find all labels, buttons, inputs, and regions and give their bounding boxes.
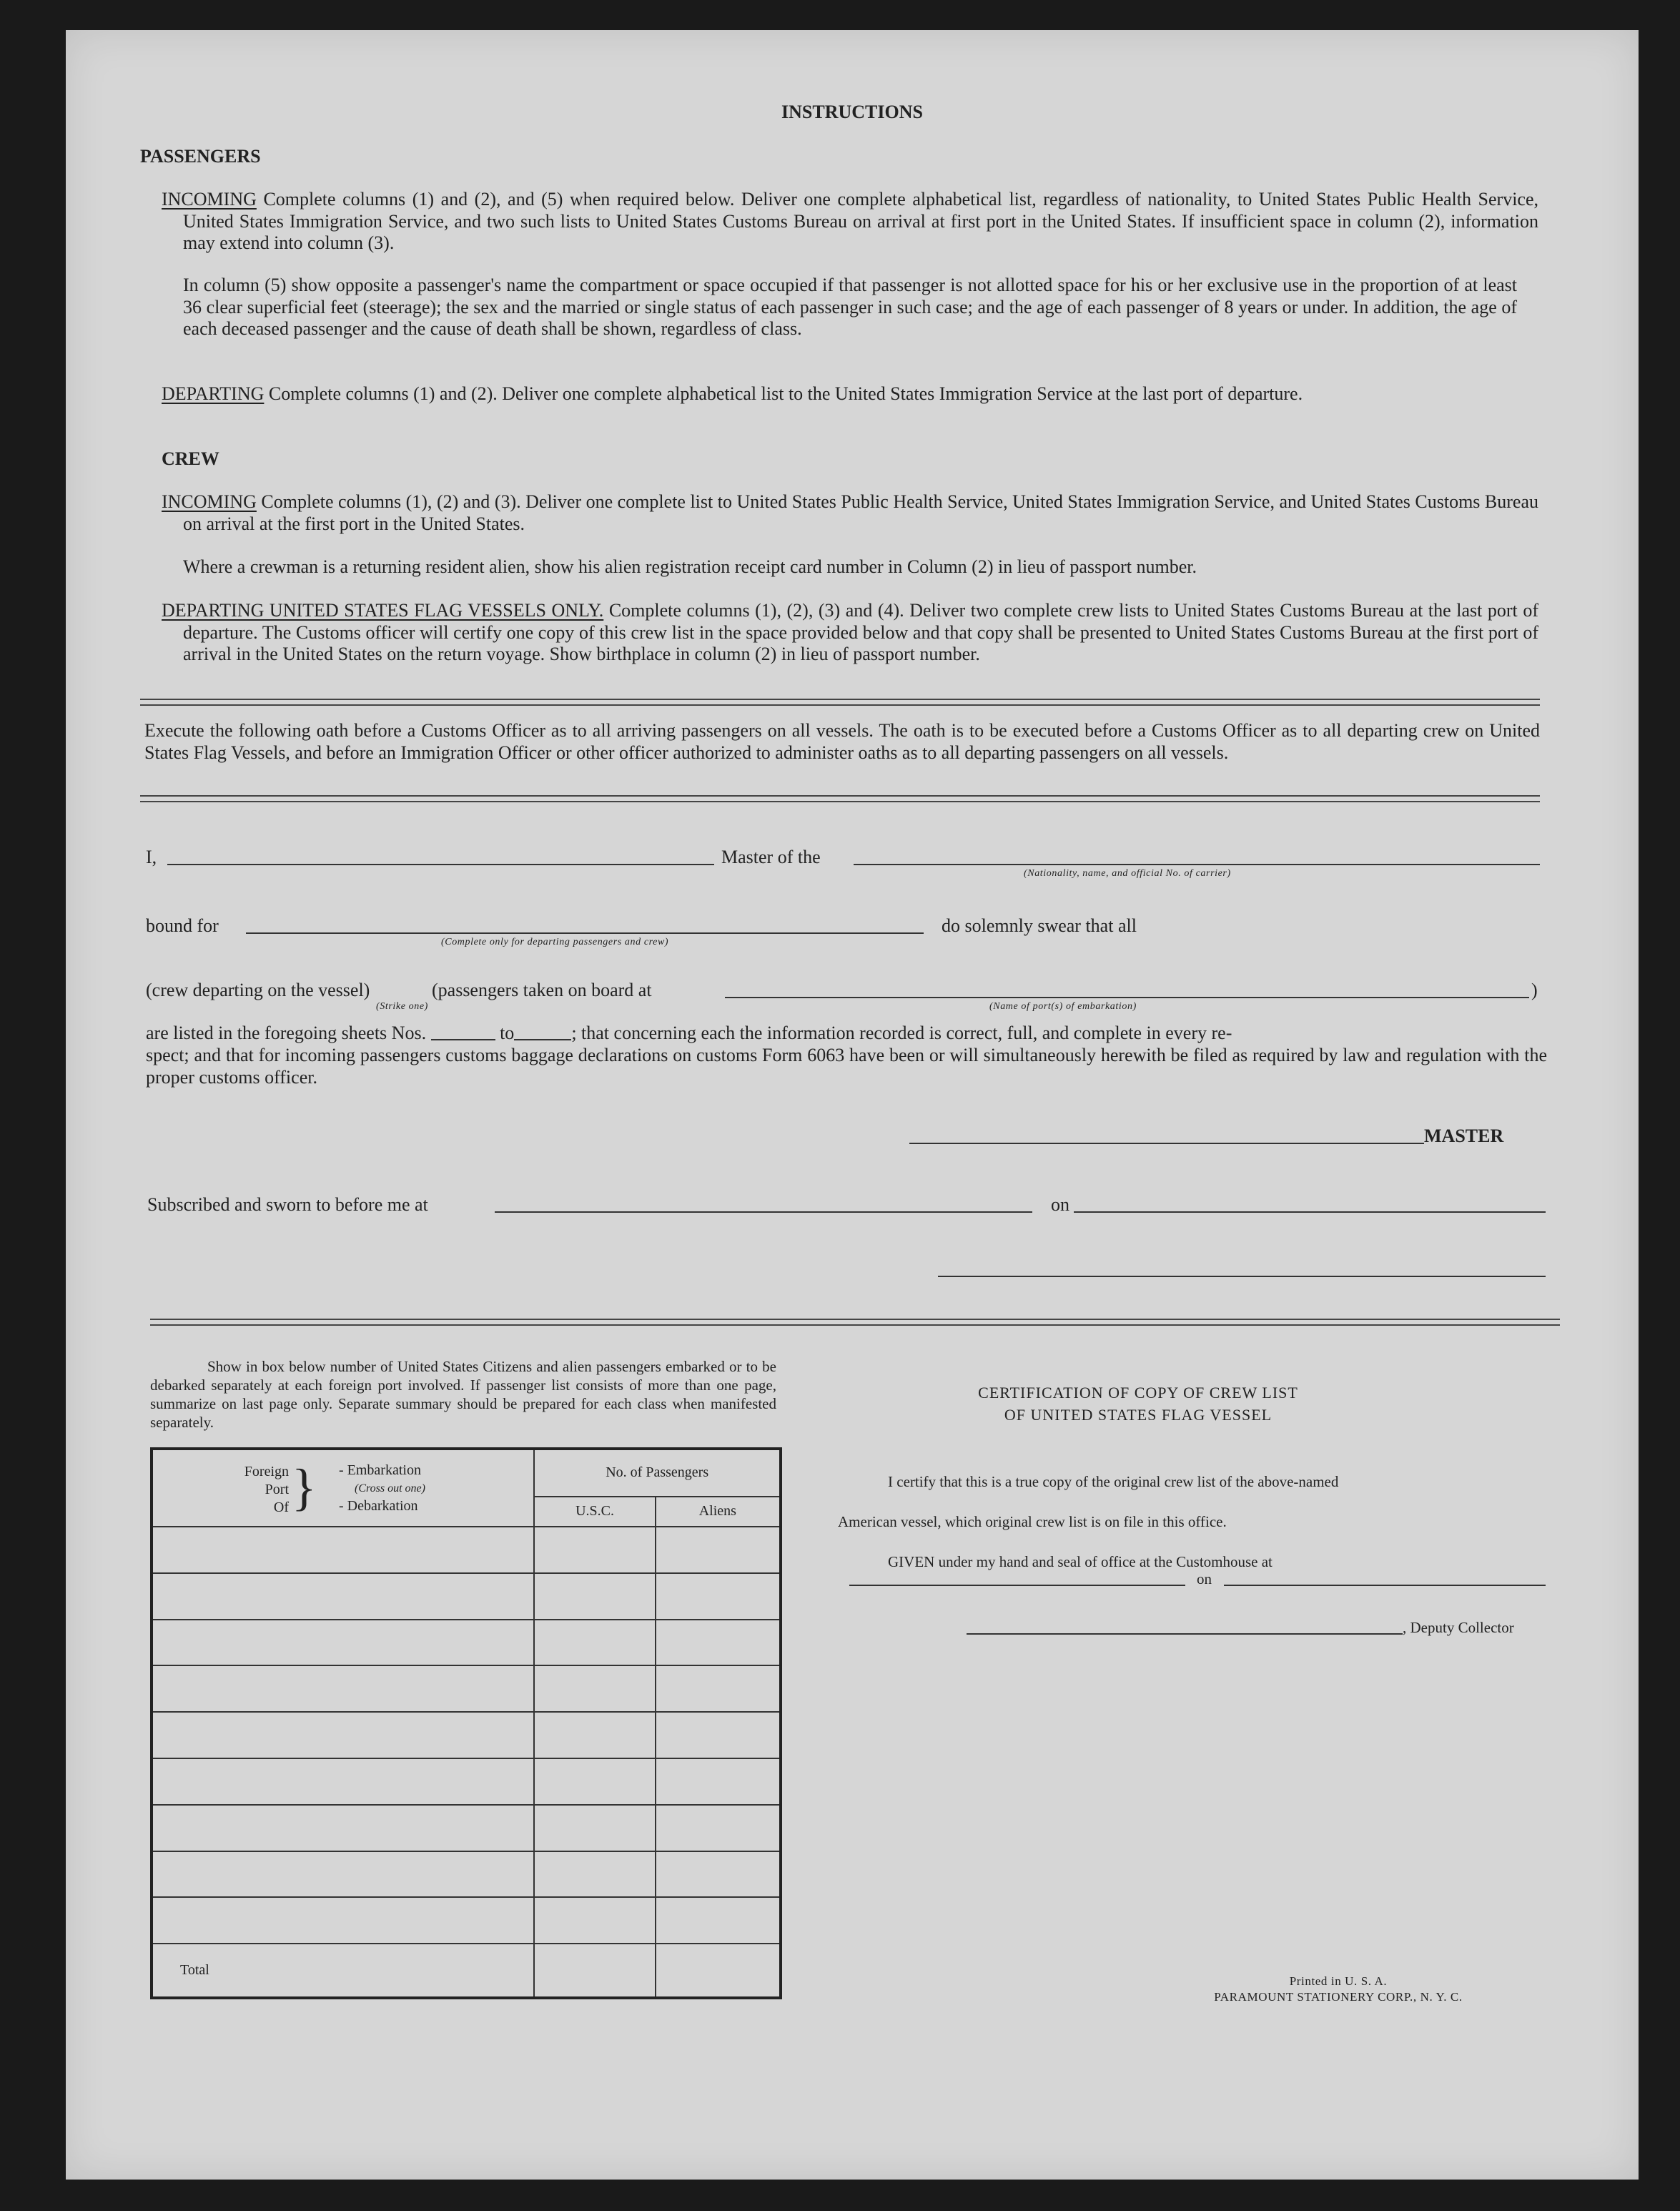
- crew-heading: CREW: [162, 448, 219, 469]
- embark-options: [339, 1462, 425, 1515]
- sworn-date-field[interactable]: [1074, 1211, 1546, 1213]
- carrier-hint: (Nationality, name, and official No. of carrier): [1024, 868, 1231, 879]
- embarkation-option[interactable]: - Embarkation: [339, 1462, 421, 1479]
- subscribed-label: Subscribed and sworn to before me at: [147, 1194, 428, 1215]
- crew-departing-option[interactable]: (crew departing on the vessel): [146, 980, 370, 1000]
- cross-out-hint: (Cross out one): [355, 1482, 425, 1495]
- strike-one-hint: (Strike one): [376, 1001, 428, 1012]
- usc-cell[interactable]: [534, 1665, 655, 1712]
- officer-signature-field[interactable]: [938, 1276, 1546, 1277]
- no-passengers-header: No. of Passengers: [534, 1449, 781, 1497]
- passengers-departing-paragraph: [162, 383, 1538, 405]
- oath-i-label: I,: [146, 847, 157, 867]
- certification-heading-2: OF UNITED STATES FLAG VESSEL: [1004, 1406, 1273, 1424]
- carrier-field[interactable]: [854, 864, 1540, 865]
- brace-icon: }: [292, 1459, 317, 1517]
- bound-for-label: bound for: [146, 915, 219, 936]
- master-name-field[interactable]: [167, 864, 714, 865]
- usc-total-cell[interactable]: [534, 1944, 655, 1998]
- usc-cell[interactable]: [534, 1620, 655, 1666]
- sworn-place-field[interactable]: [495, 1211, 1032, 1213]
- usc-cell[interactable]: [534, 1851, 655, 1898]
- master-of-label: Master of the: [721, 847, 821, 867]
- master-label: MASTER: [1424, 1126, 1504, 1146]
- oath-instruction: Execute the following oath before a Customs Officer as to all arriving passengers on all vessels. The oath is to be executed before a Customs Officer as to all departing crew on United States Flag Vessels, and before an Immigration Officer or other officer authorized to administer oaths as to all departing passengers on all vessels.: [144, 720, 1540, 763]
- certify-text: I certify that this is a true copy of the original crew list of the above-named: [888, 1473, 1339, 1490]
- crew-incoming-paragraph: [162, 491, 1538, 535]
- passengers-incoming-paragraph: [162, 189, 1538, 255]
- usc-cell[interactable]: [534, 1805, 655, 1851]
- certification-heading-1: CERTIFICATION OF COPY OF CREW LIST: [978, 1384, 1298, 1402]
- sheet-from-field[interactable]: [431, 1039, 495, 1040]
- port-cell[interactable]: [152, 1527, 534, 1573]
- certification-heading: [924, 1382, 1353, 1426]
- crew-departing-text: Complete columns (1), (2), (3) and (4). Deliver two complete crew lists to United States Customs Bureau at the last port of departure. The Customs officer will certify one copy of this crew list in the space provided below and that copy shall be presented to United States Customs Bureau at the first port of arrival in the United States on the return voyage. Show birthplace in column (2) in lieu of passport number.: [183, 600, 1538, 664]
- aliens-cell[interactable]: [656, 1851, 781, 1898]
- close-paren: ): [1531, 980, 1538, 1000]
- divider: [140, 699, 1540, 706]
- crew-resident-paragraph: Where a crewman is a returning resident alien, show his alien registration receipt card number in Column (2) in lieu of passport number.: [183, 556, 1197, 577]
- usc-header: U.S.C.: [534, 1497, 655, 1527]
- aliens-total-cell[interactable]: [656, 1944, 781, 1998]
- listed-prefix: are listed in the foregoing sheets Nos.: [146, 1023, 427, 1043]
- respect-text: spect; and that for incoming passengers customs baggage declarations on customs Form 6063 have been or will simultaneously herewith be filed as required by law and regulation with the proper customs officer.: [146, 1045, 1547, 1088]
- given-text: GIVEN under my hand and seal of office at the Customhouse at: [888, 1553, 1273, 1570]
- to-label: to: [500, 1023, 515, 1043]
- deputy-collector-label: , Deputy Collector: [1403, 1619, 1514, 1636]
- sheets-line: [146, 1023, 1547, 1045]
- foreign-label: Foreign: [244, 1464, 289, 1480]
- port-header-cell: [152, 1449, 534, 1527]
- usc-cell[interactable]: [534, 1573, 655, 1620]
- usc-cell[interactable]: [534, 1527, 655, 1573]
- total-label: Total: [152, 1944, 534, 1998]
- divider: [140, 795, 1540, 802]
- aliens-cell[interactable]: [656, 1573, 781, 1620]
- listed-rest: ; that concerning each the information recorded is correct, full, and complete in every re-: [571, 1023, 1232, 1043]
- divider: [150, 1319, 1560, 1326]
- passengers-departing-label: DEPARTING: [162, 383, 265, 404]
- customhouse-field[interactable]: [849, 1585, 1185, 1586]
- aliens-cell[interactable]: [656, 1712, 781, 1758]
- port-label: Port: [265, 1482, 289, 1498]
- sheet-to-field[interactable]: [514, 1039, 571, 1040]
- deputy-signature-field[interactable]: [967, 1633, 1403, 1635]
- usc-cell[interactable]: [534, 1897, 655, 1944]
- aliens-cell[interactable]: [656, 1805, 781, 1851]
- cert-on-label: on: [1197, 1570, 1212, 1587]
- aliens-header: Aliens: [656, 1497, 781, 1527]
- port-cell[interactable]: [152, 1851, 534, 1898]
- of-label: Of: [273, 1500, 289, 1516]
- summary-instruction: Show in box below number of United States Citizens and alien passengers embarked or to be debarked separately at each foreign port involved. If passenger list consists of more than one page, summarize on last page only. Separate summary should be prepared for each class when manifested separately.: [150, 1358, 776, 1431]
- crew-incoming-text: Complete columns (1), (2) and (3). Deliver one complete list to United States Public Health Service, United States Immigration Service, and United States Customs Bureau on arrival at the first port in the United States.: [183, 491, 1538, 534]
- bound-for-hint: (Complete only for departing passengers and crew): [441, 937, 669, 947]
- usc-cell[interactable]: [534, 1712, 655, 1758]
- port-cell[interactable]: [152, 1758, 534, 1805]
- crew-departing-paragraph: [162, 600, 1538, 666]
- aliens-cell[interactable]: [656, 1897, 781, 1944]
- crew-departing-label: DEPARTING UNITED STATES FLAG VESSELS ONLY.: [162, 600, 604, 621]
- bound-for-field[interactable]: [246, 932, 924, 934]
- passengers-taken-option[interactable]: (passengers taken on board at: [432, 980, 652, 1000]
- printer-name: PARAMOUNT STATIONERY CORP., N. Y. C.: [1214, 1990, 1463, 2004]
- port-cell[interactable]: [152, 1897, 534, 1944]
- aliens-cell[interactable]: [656, 1758, 781, 1805]
- cert-date-field[interactable]: [1224, 1585, 1546, 1586]
- crew-incoming-label: INCOMING: [162, 491, 257, 512]
- aliens-cell[interactable]: [656, 1620, 781, 1666]
- aliens-cell[interactable]: [656, 1527, 781, 1573]
- passengers-departing-text: Complete columns (1) and (2). Deliver one complete alphabetical list to the United States Immigration Service at the last port of departure.: [268, 383, 1303, 404]
- passengers-column5-paragraph: In column (5) show opposite a passenger's name the compartment or space occupied if that passenger is not allotted space for his or her exclusive use in the proportion of at least 36 clear superficial feet (steerage); the sex and the married or single status of each passenger in such case; and the age of each passenger of 8 years or under. In addition, the age of each deceased passenger and the cause of death shall be shown, regardless of class.: [183, 275, 1517, 339]
- passengers-incoming-text: Complete columns (1) and (2), and (5) when required below. Deliver one complete alphabetical list, regardless of nationality, to United States Public Health Service, United States Immigration Service, and two such lists to United States Customs Bureau on arrival at first port in the United States. If insufficient space in column (2), information may extend into column (3).: [183, 189, 1539, 253]
- passengers-incoming-label: INCOMING: [162, 189, 257, 210]
- swear-label: do solemnly swear that all: [942, 915, 1137, 936]
- printer-footer: [1124, 1974, 1553, 2005]
- port-cell[interactable]: [152, 1573, 534, 1620]
- embarkation-port-field[interactable]: [725, 997, 1529, 998]
- port-hint: (Name of port(s) of embarkation): [989, 1001, 1137, 1012]
- printed-in-label: Printed in U. S. A.: [1289, 1974, 1388, 1988]
- port-cell[interactable]: [152, 1620, 534, 1666]
- passengers-heading: PASSENGERS: [140, 146, 261, 167]
- form-sheet: [66, 30, 1639, 2180]
- port-header-labels: [232, 1463, 289, 1517]
- summary-table: [150, 1447, 782, 1999]
- american-vessel-text: American vessel, which original crew list is on file in this office.: [838, 1513, 1227, 1530]
- debarkation-option[interactable]: - Debarkation: [339, 1498, 418, 1515]
- port-cell[interactable]: [152, 1712, 534, 1758]
- page-title: INSTRUCTIONS: [781, 102, 923, 122]
- port-cell[interactable]: [152, 1665, 534, 1712]
- master-signature-field[interactable]: [909, 1143, 1424, 1144]
- aliens-cell[interactable]: [656, 1665, 781, 1712]
- port-cell[interactable]: [152, 1805, 534, 1851]
- sworn-on-label: on: [1051, 1194, 1069, 1215]
- usc-cell[interactable]: [534, 1758, 655, 1805]
